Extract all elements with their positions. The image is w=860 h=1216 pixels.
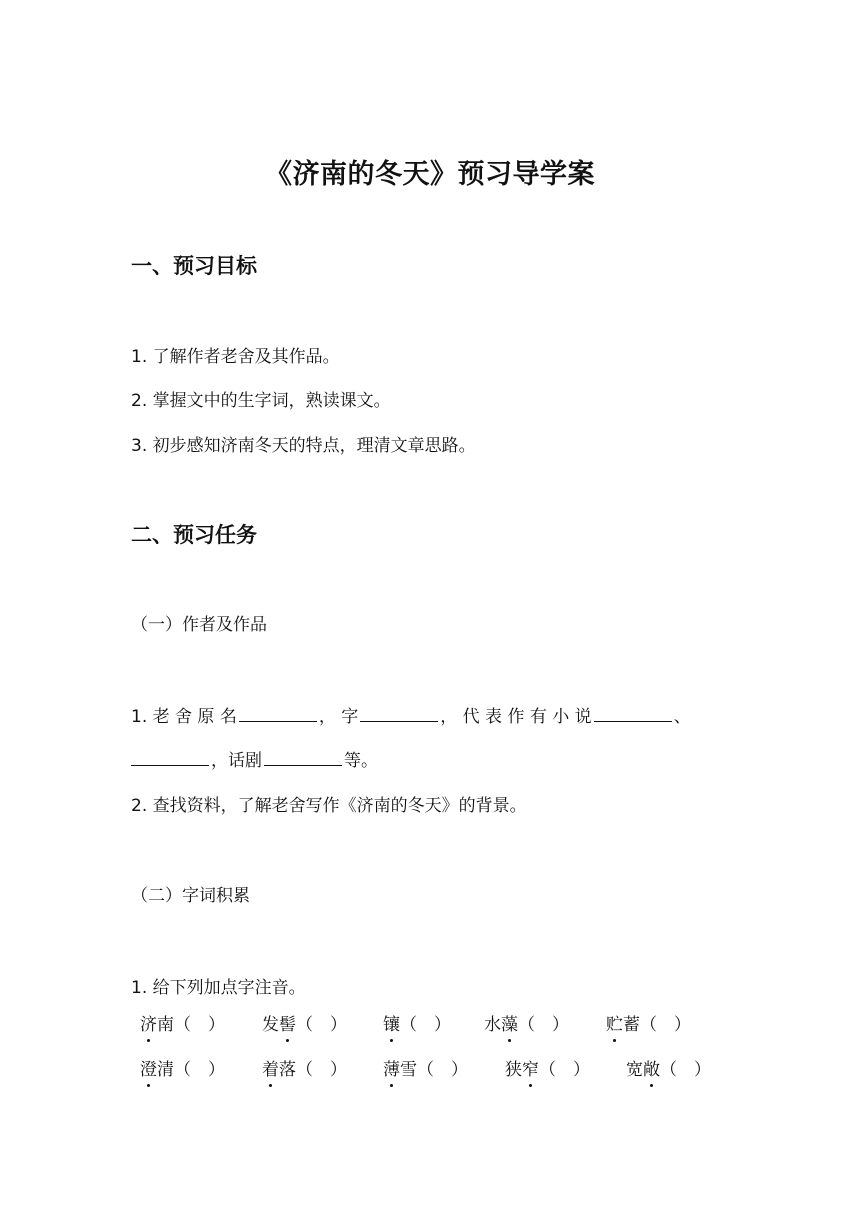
blank-novel-1[interactable] — [594, 704, 672, 722]
page-title: 《济南的冬天》预习导学案 — [265, 159, 595, 190]
question-author-line-2 — [131, 746, 378, 771]
vocab-item: 澄清（ ） — [140, 1055, 225, 1080]
subsection-heading-vocab: （二）字词积累 — [131, 886, 250, 906]
blank-drama[interactable] — [264, 748, 342, 766]
question-pinyin: 1. 给下列加点字注音。 — [131, 978, 306, 998]
question-text: 、 — [673, 707, 691, 727]
subsection-heading-author: （一）作者及作品 — [131, 615, 267, 635]
answer-blank[interactable]: （ ） — [174, 1060, 225, 1080]
goal-item-2: 2. 掌握文中的生字词，熟读课文。 — [131, 391, 391, 411]
question-text: 1. 老 舍 原 名 — [131, 707, 237, 727]
answer-blank[interactable]: （ ） — [417, 1060, 468, 1080]
answer-blank[interactable]: （ ） — [640, 1015, 691, 1035]
vocab-item: 镶（ ） — [383, 1010, 451, 1035]
answer-blank[interactable]: （ ） — [400, 1015, 451, 1035]
vocab-item: 水藻（ ） — [484, 1010, 569, 1035]
vocab-item: 济南（ ） — [140, 1010, 225, 1035]
answer-blank[interactable]: （ ） — [296, 1060, 347, 1080]
goal-item-1: 1. 了解作者老舍及其作品。 — [131, 347, 340, 367]
answer-blank[interactable]: （ ） — [518, 1015, 569, 1035]
section-heading-tasks: 二、预习任务 — [131, 523, 257, 547]
question-background: 2. 查找资料，了解老舍写作《济南的冬天》的背景。 — [131, 796, 527, 816]
question-text: 等。 — [344, 751, 378, 771]
vocab-item: 贮蓄（ ） — [606, 1010, 691, 1035]
vocab-item: 薄雪（ ） — [383, 1055, 468, 1080]
answer-blank[interactable]: （ ） — [174, 1015, 225, 1035]
answer-blank[interactable]: （ ） — [296, 1015, 347, 1035]
vocab-item: 发髻（ ） — [262, 1010, 347, 1035]
goal-item-3: 3. 初步感知济南冬天的特点，理清文章思路。 — [131, 436, 476, 456]
question-text: ， 代 表 作 有 小 说 — [440, 707, 592, 727]
question-author-line-1 — [131, 702, 691, 727]
answer-blank[interactable]: （ ） — [660, 1060, 711, 1080]
section-heading-goals: 一、预习目标 — [131, 254, 257, 278]
blank-novel-2[interactable] — [131, 748, 209, 766]
question-text: ， 字 — [318, 707, 359, 727]
vocab-item: 着落（ ） — [262, 1055, 347, 1080]
vocab-item: 宽敞（ ） — [626, 1055, 711, 1080]
vocab-item: 狭窄（ ） — [505, 1055, 590, 1080]
blank-courtesy-name[interactable] — [360, 704, 438, 722]
answer-blank[interactable]: （ ） — [539, 1060, 590, 1080]
blank-original-name[interactable] — [239, 704, 317, 722]
question-text: ，话剧 — [211, 751, 262, 771]
